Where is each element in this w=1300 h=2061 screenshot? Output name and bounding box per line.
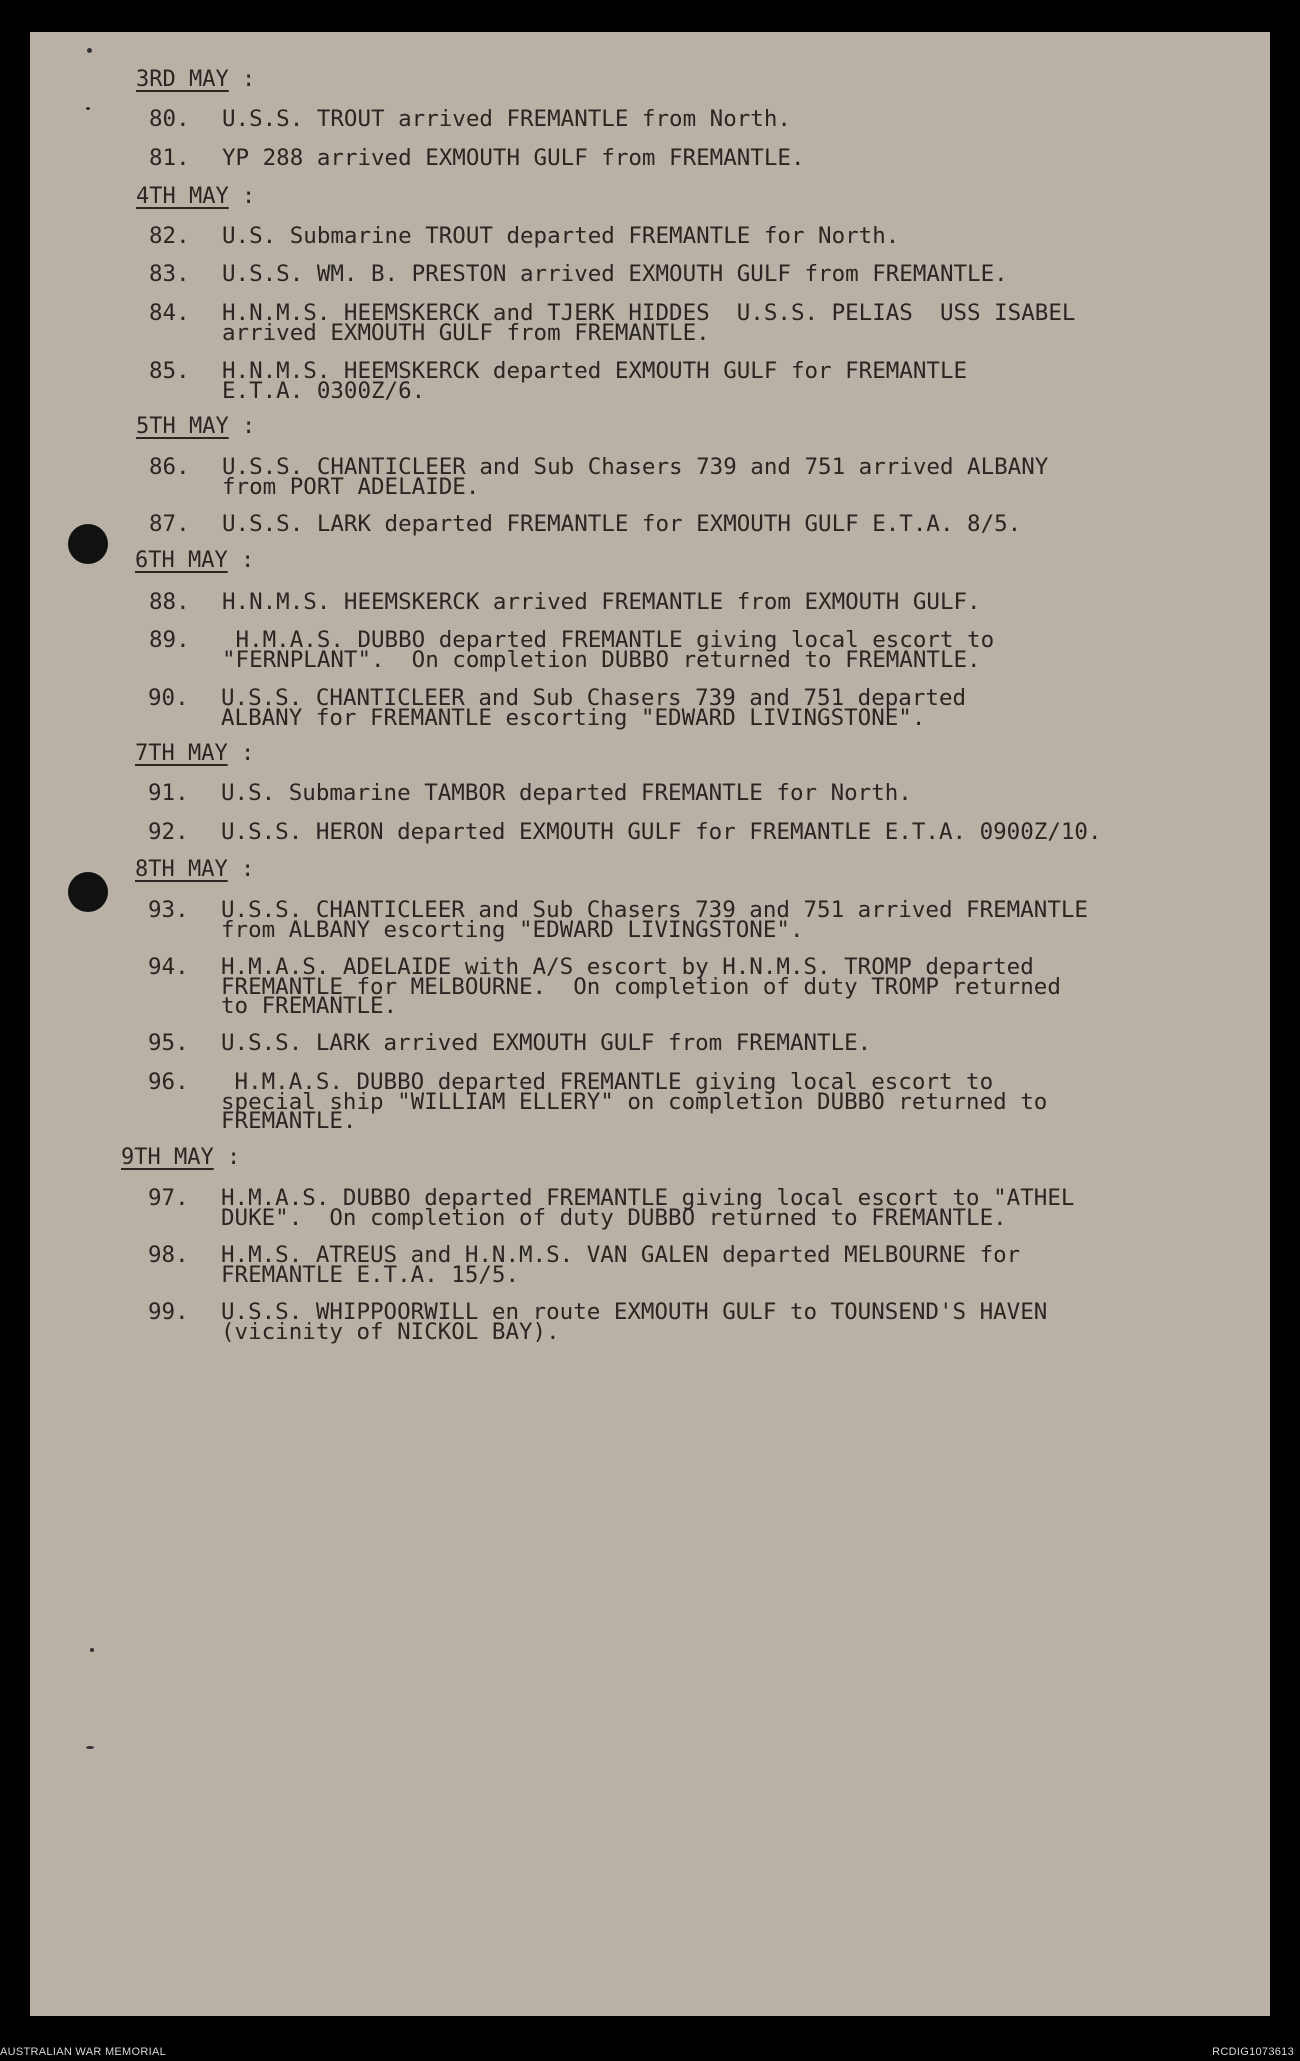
entry-text-line: ALBANY for FREMANTLE escorting "EDWARD LIVINGSTONE". bbox=[221, 704, 926, 731]
entry-text-line: U.S. Submarine TROUT departed FREMANTLE for North. bbox=[222, 223, 900, 249]
entry-text-line: DUKE". On completion of duty DUBBO returned to FREMANTLE. bbox=[221, 1204, 1007, 1231]
entry-number: 82. bbox=[149, 223, 190, 249]
entry-number: 81. bbox=[149, 145, 190, 171]
entry-text-line: "FERNPLANT". On completion DUBBO returned to FREMANTLE. bbox=[222, 646, 981, 673]
entry-number: 88. bbox=[149, 589, 190, 615]
entry-number: 93. bbox=[148, 897, 189, 923]
entry-text-line: (vicinity of NICKOL BAY). bbox=[221, 1318, 560, 1345]
date-heading-text: 5TH MAY bbox=[136, 414, 229, 439]
entry-text-line: E.T.A. 0300Z/6. bbox=[222, 377, 426, 404]
entry-text-line: YP 288 arrived EXMOUTH GULF from FREMANTLE. bbox=[222, 145, 805, 171]
footer-source: AUSTRALIAN WAR MEMORIAL bbox=[0, 2046, 167, 2058]
entry-text-line: U.S.S. CHANTICLEER and Sub Chasers 739 and 751 departed bbox=[221, 685, 967, 711]
date-heading: 8TH MAY : bbox=[135, 857, 255, 882]
date-heading: 3RD MAY : bbox=[136, 67, 256, 92]
entry-text-line: H.M.S. ATREUS and H.N.M.S. VAN GALEN departed MELBOURNE for bbox=[221, 1242, 1021, 1268]
date-heading-text: 8TH MAY bbox=[135, 857, 228, 882]
entry-text-line: H.M.A.S. DUBBO departed FREMANTLE giving local escort to "ATHEL bbox=[221, 1185, 1075, 1211]
date-heading-text: 7TH MAY bbox=[135, 741, 228, 766]
entry-number: 87. bbox=[149, 511, 190, 537]
date-heading-text: 4TH MAY bbox=[136, 184, 229, 209]
date-heading: 5TH MAY : bbox=[136, 414, 256, 439]
entry-number: 99. bbox=[148, 1299, 189, 1325]
entry-text-line: FREMANTLE for MELBOURNE. On completion of duty TROMP returned bbox=[221, 973, 1061, 1000]
entry-text-line: U.S.S. CHANTICLEER and Sub Chasers 739 and 751 arrived ALBANY bbox=[222, 454, 1049, 480]
date-heading: 7TH MAY : bbox=[135, 741, 255, 766]
date-heading-text: 3RD MAY bbox=[136, 67, 229, 92]
entry-number: 97. bbox=[148, 1185, 189, 1211]
entry-number: 83. bbox=[149, 261, 190, 287]
date-heading: 6TH MAY : bbox=[135, 548, 255, 573]
entry-text-line: FREMANTLE. bbox=[221, 1108, 357, 1134]
entry-text-line: arrived EXMOUTH GULF from FREMANTLE. bbox=[222, 319, 710, 346]
entry-text-line: H.M.A.S. ADELAIDE with A/S escort by H.N.M.S. TROMP departed bbox=[221, 954, 1034, 980]
entry-number: 95. bbox=[148, 1030, 189, 1056]
entry-number: 80. bbox=[149, 106, 190, 132]
date-heading: 4TH MAY : bbox=[136, 184, 256, 209]
date-heading-text: 6TH MAY bbox=[135, 548, 228, 573]
entry-text-line: H.N.M.S. HEEMSKERCK departed EXMOUTH GULF for FREMANTLE bbox=[222, 358, 968, 384]
entry-number: 90. bbox=[148, 685, 189, 711]
entry-text-line: U.S.S. WHIPPOORWILL en route EXMOUTH GULF to TOUNSEND'S HAVEN bbox=[221, 1299, 1048, 1325]
entry-text-line: U.S.S. WM. B. PRESTON arrived EXMOUTH GULF from FREMANTLE. bbox=[222, 261, 1008, 287]
paper-speck bbox=[90, 1648, 94, 1652]
document-page bbox=[30, 32, 1270, 2016]
entry-text-line: special ship "WILLIAM ELLERY" on completion DUBBO returned to bbox=[221, 1088, 1048, 1115]
entry-number: 89. bbox=[149, 627, 190, 653]
entry-text-line: to FREMANTLE. bbox=[221, 993, 398, 1019]
entry-number: 84. bbox=[149, 300, 190, 326]
entry-text-line: U.S.S. LARK arrived EXMOUTH GULF from FREMANTLE. bbox=[221, 1030, 872, 1056]
entry-text-line: from ALBANY escorting "EDWARD LIVINGSTONE". bbox=[221, 916, 804, 943]
entry-number: 92. bbox=[148, 819, 189, 845]
entry-text-line: U.S.S. TROUT arrived FREMANTLE from North. bbox=[222, 106, 791, 132]
entry-number: 96. bbox=[148, 1069, 189, 1095]
entry-number: 91. bbox=[148, 780, 189, 806]
date-heading: 9TH MAY : bbox=[121, 1145, 241, 1170]
entry-text-line: H.N.M.S. HEEMSKERCK arrived FREMANTLE from EXMOUTH GULF. bbox=[222, 589, 981, 615]
entry-number: 86. bbox=[149, 454, 190, 480]
entry-text-line: U.S.S. CHANTICLEER and Sub Chasers 739 and 751 arrived FREMANTLE bbox=[221, 897, 1088, 923]
paper-speck bbox=[87, 48, 92, 53]
entry-text-line: H.M.A.S. DUBBO departed FREMANTLE giving local escort to bbox=[221, 1069, 994, 1095]
entry-text-line: H.M.A.S. DUBBO departed FREMANTLE giving local escort to bbox=[222, 627, 995, 653]
date-heading-text: 9TH MAY bbox=[121, 1145, 214, 1170]
entry-text-line: FREMANTLE E.T.A. 15/5. bbox=[221, 1261, 520, 1288]
paper-speck bbox=[86, 1746, 94, 1749]
footer-id: RCDIG1073613 bbox=[1212, 2046, 1294, 2058]
punch-hole-bottom bbox=[68, 872, 108, 912]
entry-text-line: U.S.S. LARK departed FREMANTLE for EXMOUTH GULF E.T.A. 8/5. bbox=[222, 511, 1022, 537]
entry-text-line: H.N.M.S. HEEMSKERCK and TJERK HIDDES U.S.S. PELIAS USS ISABEL bbox=[222, 300, 1076, 326]
entry-text-line: U.S. Submarine TAMBOR departed FREMANTLE for North. bbox=[221, 780, 912, 806]
entry-number: 85. bbox=[149, 358, 190, 384]
paper-speck bbox=[86, 107, 90, 110]
entry-text-line: U.S.S. HERON departed EXMOUTH GULF for FREMANTLE E.T.A. 0900Z/10. bbox=[221, 819, 1102, 845]
entry-number: 94. bbox=[148, 954, 189, 980]
punch-hole-top bbox=[68, 524, 108, 564]
entry-text-line: from PORT ADELAIDE. bbox=[222, 473, 480, 500]
entry-number: 98. bbox=[148, 1242, 189, 1268]
